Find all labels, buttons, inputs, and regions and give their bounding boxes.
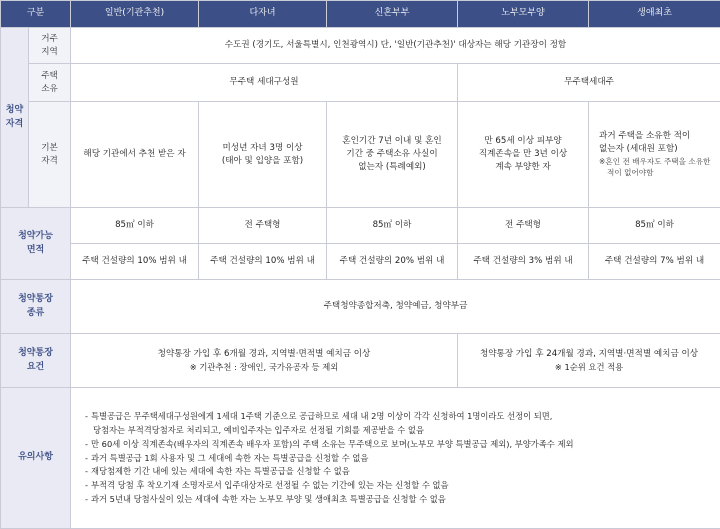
header-multichild: 다자녀	[199, 1, 327, 28]
list-item: 당첨자는 부적격당첨자로 처리되고, 예비입주자는 입주자로 선정될 기회를 제공받을 수 없음	[93, 424, 424, 435]
area-size-row	[1, 208, 720, 244]
area-size-cell: 85㎡ 이하	[589, 208, 720, 244]
header-first-time: 생애최초	[589, 1, 720, 28]
basic-first-time: 과거 주택을 소유한 적이 없는자 (세대원 포함) ※혼인 전 배우자도 주택을 소유한 적이 없어야함	[589, 102, 720, 208]
notes-cell	[71, 388, 720, 529]
area-range-row	[1, 244, 720, 280]
residence-label: 거주 지역	[29, 28, 71, 64]
area-size-cell: 85㎡ 이하	[71, 208, 199, 244]
notes-row	[1, 388, 720, 529]
area-range-cell: 주택 건설량의 10% 범위 내	[71, 244, 199, 280]
housing-label: 주택 소유	[29, 64, 71, 102]
list-item: - 재당첨제한 기간 내에 있는 세대에 속한 자는 특별공급을 신청할 수 없음	[85, 466, 350, 477]
area-size-cell: 전 주택형	[199, 208, 327, 244]
area-size-cell: 85㎡ 이하	[327, 208, 458, 244]
header-newlywed: 신혼부부	[327, 1, 458, 28]
housing-right: 무주택세대주	[458, 64, 720, 102]
header-general: 일반(기관추천)	[71, 1, 199, 28]
list-item: - 특별공급은 무주택세대구성원에게 1세대 1주택 기준으로 공급하므로 세대 내 2명 이상이 각각 신청하여 1명이라도 선정이 되면,	[85, 410, 553, 421]
basic-row	[1, 102, 720, 208]
notes-label: 유의사항	[1, 388, 71, 529]
account-type-label: 청약통장 종류	[1, 280, 71, 334]
area-range-cell: 주택 건설량의 10% 범위 내	[199, 244, 327, 280]
basic-multichild: 미성년 자녀 3명 이상 (태아 및 입양을 포함)	[199, 102, 327, 208]
header-category: 구분	[1, 1, 71, 28]
housing-left: 무주택 세대구성원	[71, 64, 458, 102]
account-req-row	[1, 334, 720, 388]
account-type-text: 주택청약종합저축, 청약예금, 청약부금	[71, 280, 720, 334]
list-item: - 만 60세 이상 직계존속(배우자의 직계존속 배우자 포함)의 주택 소유는 무주택으로 보며(노부모 부양 특별공급 제외), 부양가족수 제외	[85, 438, 574, 449]
list-item: - 부적격 당첨 후 착오기재 소명자로서 입주대상자로 선정될 수 없는 기간에 있는 자는 신청할 수 없음	[85, 480, 449, 491]
area-label: 청약가능 면적	[1, 208, 71, 280]
account-req-left: 청약통장 가입 후 6개월 경과, 지역별·면적별 예치금 이상 ※ 기관추천 : 장애인, 국가유공자 등 제외	[71, 334, 458, 388]
basic-label: 기본 자격	[29, 102, 71, 208]
list-item: - 과거 5년내 당첨사실이 있는 세대에 속한 자는 노부모 부양 및 생애최초 특별공급을 신청할 수 없음	[85, 494, 446, 505]
notes-list	[85, 410, 710, 506]
basic-general: 해당 기관에서 추천 받은 자	[71, 102, 199, 208]
account-req-label: 청약통장 요건	[1, 334, 71, 388]
list-item: - 과거 특별공급 1회 사용자 및 그 세대에 속한 자는 특별공급을 신청할 수 없음	[85, 452, 369, 463]
header-row	[1, 1, 720, 28]
residence-row	[1, 28, 720, 64]
header-parent-support: 노부모부양	[458, 1, 589, 28]
account-type-row	[1, 280, 720, 334]
area-range-cell: 주택 건설량의 20% 범위 내	[327, 244, 458, 280]
housing-row	[1, 64, 720, 102]
basic-newlywed: 혼인기간 7년 이내 및 혼인 기간 중 주택소유 사실이 없는자 (특례예외)	[327, 102, 458, 208]
qualification-label: 청약 자격	[1, 28, 29, 208]
residence-text: 수도권 (경기도, 서울특별시, 인천광역시) 단, '일반(기관추천)' 대상자는 해당 기관장이 정함	[71, 28, 720, 64]
basic-parent-support: 만 65세 이상 피부양 직계존속을 만 3년 이상 계속 부양한 자	[458, 102, 589, 208]
area-range-cell: 주택 건설량의 3% 범위 내	[458, 244, 589, 280]
area-range-cell: 주택 건설량의 7% 범위 내	[589, 244, 720, 280]
account-req-right: 청약통장 가입 후 24개월 경과, 지역별·면적별 예치금 이상 ※ 1순위 요건 적용	[458, 334, 720, 388]
area-size-cell: 전 주택형	[458, 208, 589, 244]
